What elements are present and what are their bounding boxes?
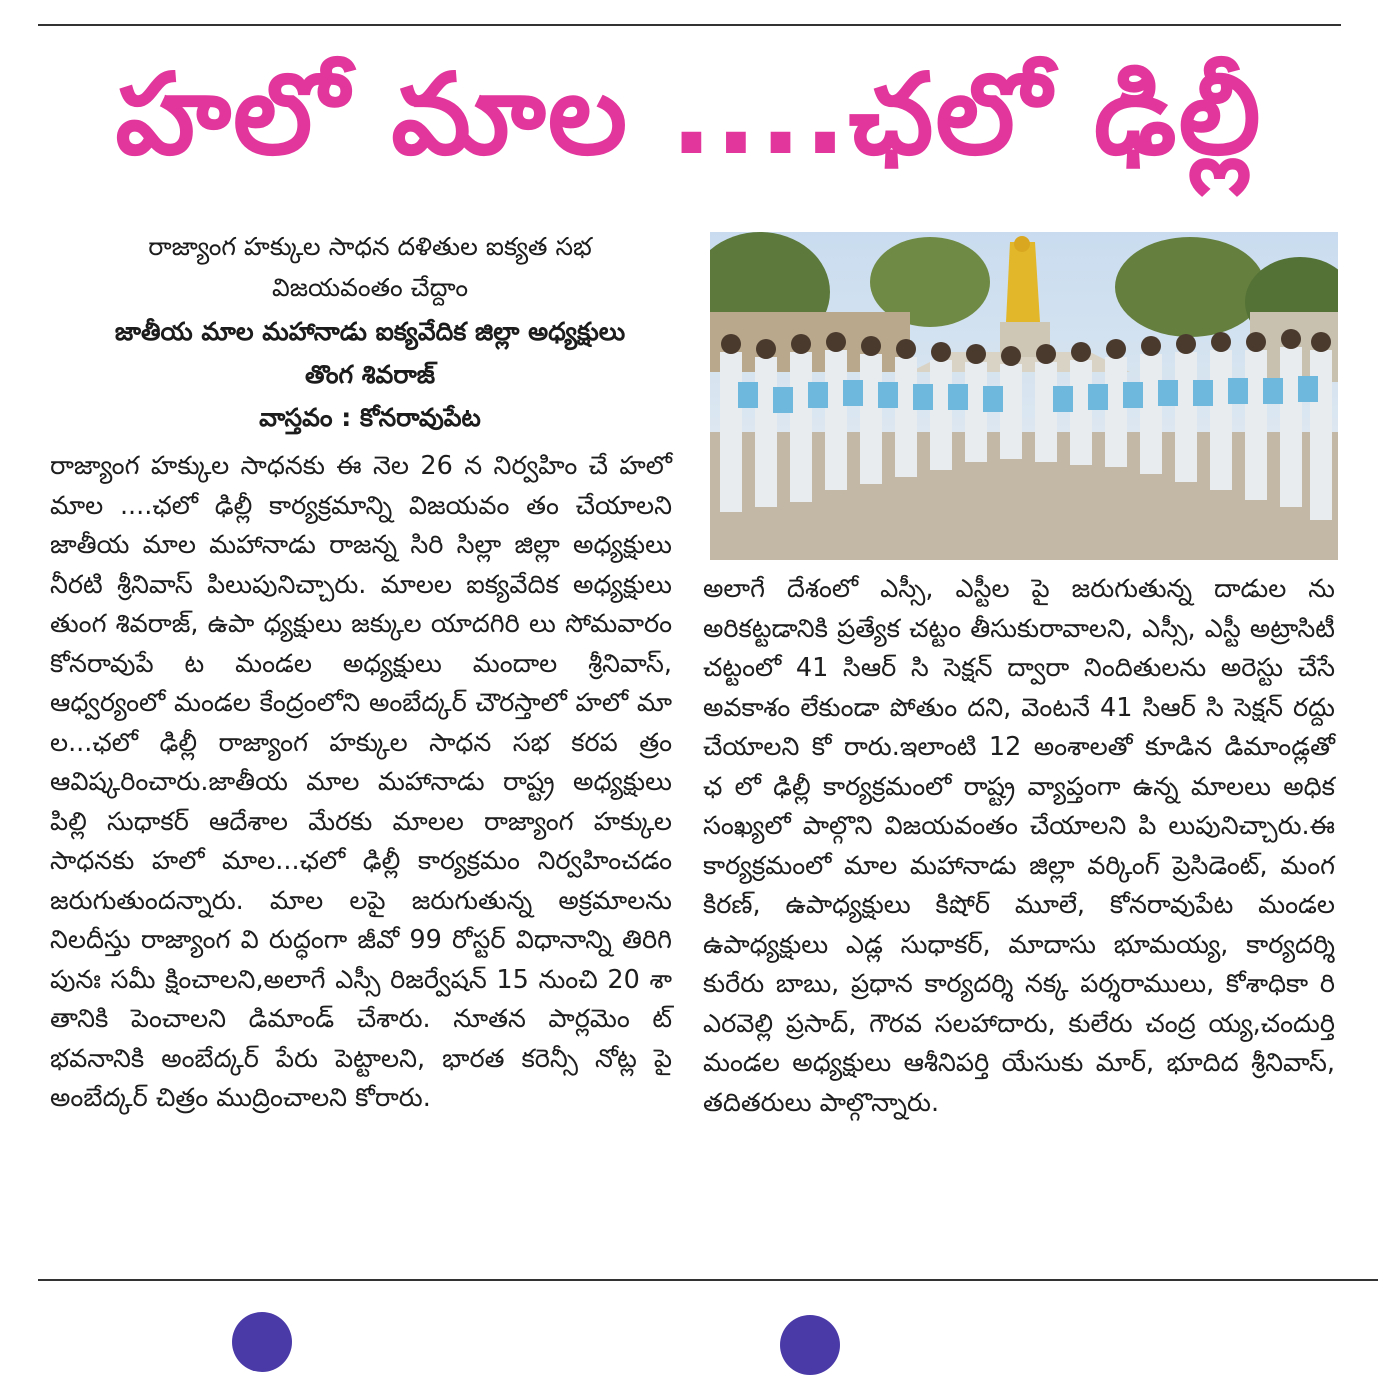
article-right-column	[703, 570, 1335, 1275]
article-left-column	[50, 447, 672, 1277]
subheading-1: రాజ్యాంగ హక్కుల సాధన దళితుల ఐక్యత సభ	[148, 232, 592, 261]
subheading-4: తొంగ శివరాజ్	[304, 360, 436, 389]
dateline: వాస్తవం : కోనరావుపేట	[259, 403, 481, 432]
subheading-3: జాతీయ మాల మహానాడు ఐక్యవేదిక జిల్లా అధ్యక్షులు	[114, 317, 626, 346]
photo-illustration	[710, 232, 1338, 560]
right-column-text: అలాగే దేశంలో ఎస్సీ, ఎస్టీల పై జరుగుతున్న దాడుల ను అరికట్టడానికి ప్రత్యేక చట్టం తీసుకురావాలని, ఎస్సీ, ఎస్టీ అట్రాసిటీ చట్టంలో 41 సిఆర్ సి సెక్షన్ ద్వారా నిందితులను అరెస్టు చేసే అవకాశం లేకుండా పోతుం దని, వెంటనే 41 సిఆర్ సి సెక్షన్ రద్దు చేయాలని కో రారు.ఇలాంటి 12 అంశాలతో కూడిన డిమాండ్లతో ఛ లో ఢిల్లీ కార్యక్రమంలో రాష్ట్ర వ్యాప్తంగా ఉన్న మాలలు అధిక సంఖ్యలో పాల్గొని విజయవంతం చేయాలని పి లుపునిచ్చారు.ఈ కార్యక్రమంలో మాల మహానాడు జిల్లా వర్కింగ్ ప్రెసిడెంట్, మంగ కిరణ్, ఉపాధ్యక్షులు కిషోర్ మూలే, కోనరావుపేట మండల ఉపాధ్యక్షులు ఎడ్ల సుధాకర్, మాదాసు భూమయ్య, కార్యదర్శి కురేరు బాబు, ప్రధాన కార్యదర్శి నక్క పర్శరాములు, కోశాధికా రి ఎరవెల్లి ప్రసాద్, గౌరవ సలహాదారు, కులేరు చంద్ర య్య,చందుర్తి మండల అధ్యక్షులు ఆశీనిపర్తి యేసుకు మార్, భూదిద శ్రీనివాస్, తదితరులు పాల్గొన్నారు.	[703, 574, 1335, 1118]
news-photo	[710, 232, 1338, 560]
decorative-circle-right	[780, 1315, 840, 1375]
bottom-rule	[38, 1279, 1378, 1281]
decorative-circle-left	[232, 1312, 292, 1372]
left-column-text: రాజ్యాంగ హక్కుల సాధనకు ఈ నెల 26 న నిర్వహిం చే హలో మాల ....ఛలో ఢిల్లీ కార్యక్రమాన్ని విజయవం తం చేయాలని జాతీయ మాల మహానాడు రాజన్న సిరి సిల్లా జిల్లా అధ్యక్షులు నీరటి శ్రీనివాస్ పిలుపునిచ్చారు. మాలల ఐక్యవేదిక అధ్యక్షులు తుంగ శివరాజ్, ఉపా ధ్యక్షులు జక్కుల యాదగిరి లు సోమవారం కోనరావుపే ట మండల అధ్యక్షులు మందాల శ్రీనివాస్, ఆధ్వర్యంలో మండల కేంద్రంలోని అంబేద్కర్ చౌరస్తాలో హలో మా ల...ఛలో ఢిల్లీ రాజ్యాంగ హక్కుల సాధన సభ కరప త్రం ఆవిష్కరించారు.జాతీయ మాల మహానాడు రాష్ట్ర అధ్యక్షులు పిల్లి సుధాకర్ ఆదేశాల మేరకు మాలల రాజ్యాంగ హక్కుల సాధనకు హలో మాల...ఛలో ఢిల్లీ కార్యక్రమం నిర్వహించడం జరుగుతుందన్నారు. మాల లపై జరుగుతున్న అక్రమాలను నిలదీస్తు రాజ్యాంగ వి రుద్ధంగా జీవో 99 రోస్టర్ విధానాన్ని తిరిగి పునః సమీ క్షించాలని,అలాగే ఎస్సీ రిజర్వేషన్ 15 నుంచి 20 శా తానికి పెంచాలని డిమాండ్ చేశారు. నూతన పార్లమెం ట్ భవనానికి అంబేద్కర్ పేరు పెట్టాలని, భారత కరెన్సీ నోట్ల పై అంబేద్కర్ చిత్రం ముద్రించాలని కోరారు.	[50, 451, 672, 1113]
top-rule	[38, 24, 1341, 26]
headline: హలో మాల ....ఛలో ఢిల్లీ	[115, 50, 1263, 180]
subheading-2: విజయవంతం చేద్దాం	[271, 273, 469, 302]
